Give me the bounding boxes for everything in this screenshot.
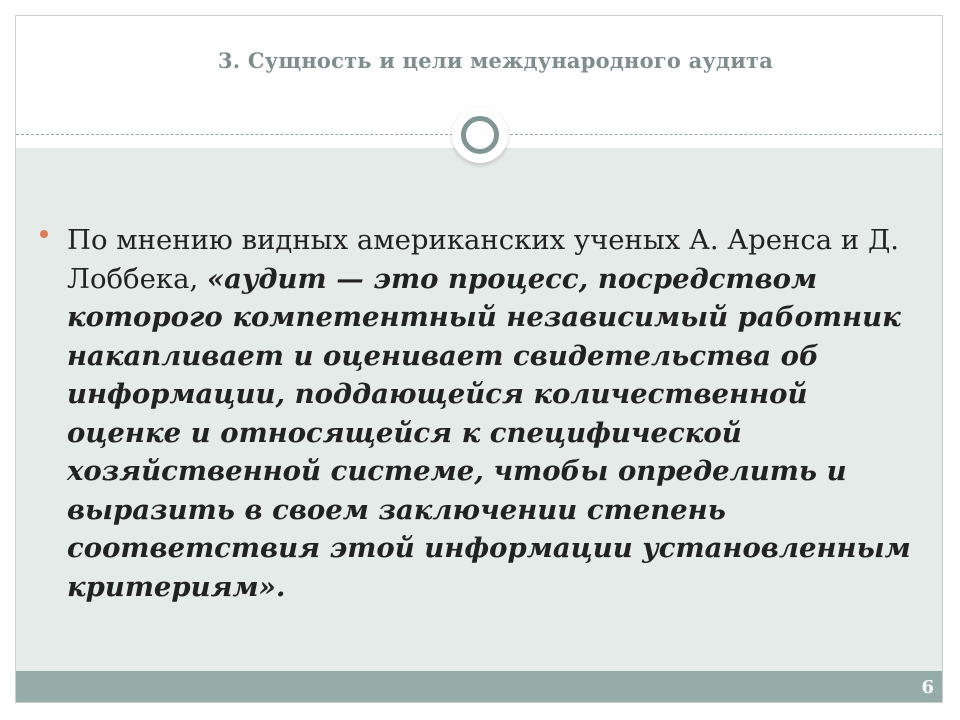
- bullet-intro: По мнению видных американских ученых А. Аренса и Д. Лоббека,: [67, 224, 900, 295]
- page-number: 6: [921, 677, 934, 698]
- bullet-end: .: [275, 570, 286, 603]
- slide-frame: [15, 15, 943, 703]
- slide-title: 3. Сущность и цели международного аудита: [218, 48, 774, 73]
- audit-definition-quote: «аудит — это процесс, посредством которого компетентный независимый работник накапливает и оценивает свидетельства об информации, поддающейся количественной оценке и относящейся к специфической хозяйственной системе, чтобы определить и выразить в своем заключении степень соответствия этой информации установленным критериям»: [67, 262, 911, 603]
